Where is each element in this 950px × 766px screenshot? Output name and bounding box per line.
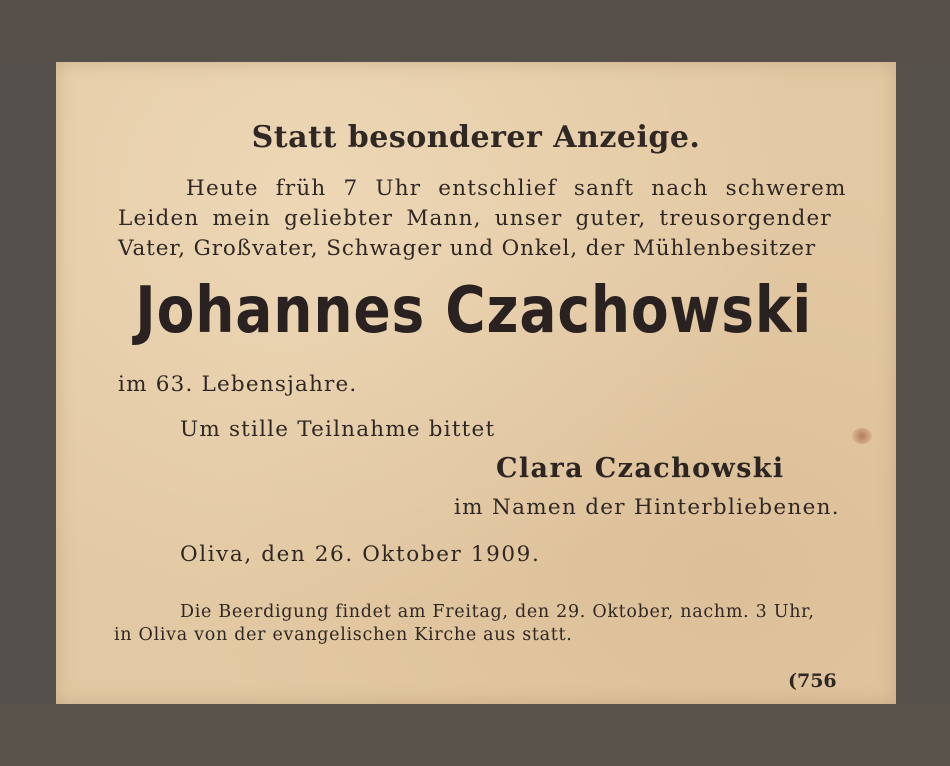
notice-heading: Statt besonderer Anzeige. xyxy=(251,120,701,155)
reference-number: (756 xyxy=(788,670,837,692)
announcement-line-3: Vater, Großvater, Schwager und Onkel, der Mühlenbesitzer xyxy=(118,236,817,261)
funeral-line-2: in Oliva von der evangelischen Kirche aus statt. xyxy=(114,625,573,645)
announcement-line-1: Heute früh 7 Uhr entschlief sanft nach schwerem xyxy=(186,176,847,201)
obituary-notice xyxy=(56,62,896,704)
announcement-line-2: Leiden mein geliebter Mann, unser guter, treusorgender xyxy=(118,206,832,231)
funeral-line-1: Die Beerdigung findet am Freitag, den 29. Oktober, nachm. 3 Uhr, xyxy=(180,602,815,622)
request-line: Um stille Teilnahme bittet xyxy=(180,417,496,442)
deceased-name: Johannes Czachowski xyxy=(135,274,813,348)
scan-border-left xyxy=(0,62,56,704)
age-line: im 63. Lebensjahre. xyxy=(118,372,358,397)
scan-border-right xyxy=(896,62,950,704)
signatory-note: im Namen der Hinterbliebenen. xyxy=(454,495,840,520)
place-date: Oliva, den 26. Oktober 1909. xyxy=(180,542,541,567)
signatory-name: Clara Czachowski xyxy=(496,453,785,484)
scan-border-top xyxy=(0,0,950,62)
scan-border-bottom xyxy=(0,704,950,766)
paper-stain xyxy=(852,428,872,444)
